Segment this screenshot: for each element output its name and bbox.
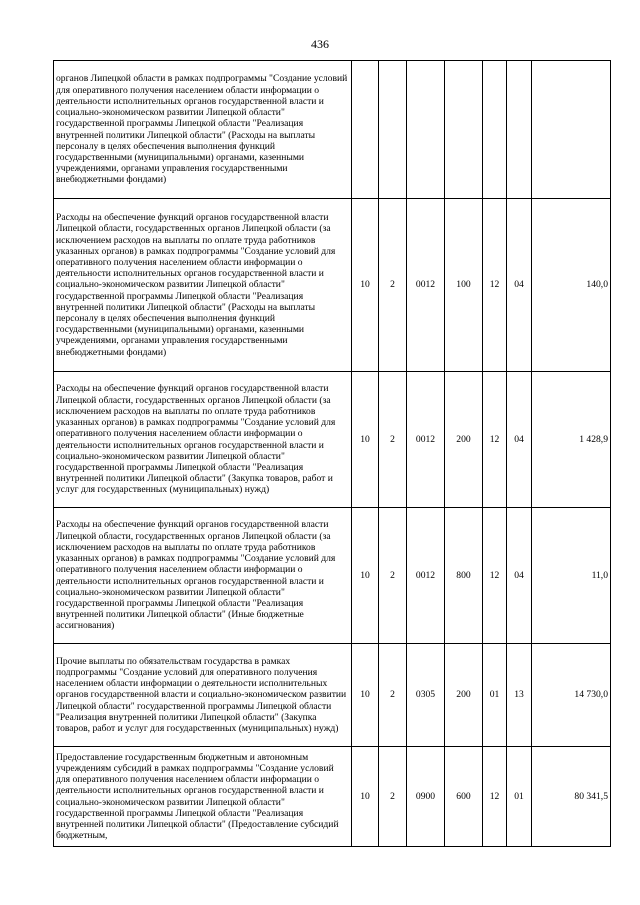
- row-code-1: [352, 61, 379, 199]
- row-code-6: [507, 61, 532, 199]
- row-description: органов Липецкой области в рамках подпрограммы "Создание условий для оперативного получения населением области информации о деятельности исполнительных органов государственной власти и социально-экономическом развитии Липецкой области" государственной программы Липецкой области "Реализация внутренней политики Липецкой области" (Расходы на выплаты персоналу в целях обеспечения выполнения функций государственными (муниципальными) органами, казенными учреждениями, органами управления государственными внебюджетными фондами): [54, 61, 352, 199]
- row-code-5: 12: [483, 372, 507, 508]
- row-code-3: 0012: [407, 199, 445, 372]
- row-code-5: 12: [483, 508, 507, 644]
- row-code-1: 10: [352, 747, 379, 847]
- row-description: Расходы на обеспечение функций органов государственной власти Липецкой области, государственных органов Липецкой области (за исключением расходов на выплаты по оплате труда работников указанных органов) в рамках подпрограммы "Создание условий для оперативного получения населением области информации о деятельности исполнительных органов государственной власти и социально-экономическом развитии Липецкой области" государственной программы Липецкой области "Реализация внутренней политики Липецкой области" (Расходы на выплаты персоналу в целях обеспечения выполнения функций государственными (муниципальными) органами, казенными учреждениями, органами управления государственными внебюджетными фондами): [54, 199, 352, 372]
- row-code-6: 01: [507, 747, 532, 847]
- row-description: Предоставление государственным бюджетным и автономным учреждениям субсидий в рамках подпрограммы "Создание условий для оперативного получения населением области информации о деятельности исполнительных органов государственной власти и социально-экономическом развитии Липецкой области" государственной программы Липецкой области "Реализация внутренней политики Липецкой области" (Предоставление субсидий бюджетным,: [54, 747, 352, 847]
- row-code-3: 0012: [407, 508, 445, 644]
- row-code-2: 2: [379, 372, 407, 508]
- row-code-1: 10: [352, 644, 379, 747]
- row-code-4: 800: [445, 508, 483, 644]
- row-code-1: 10: [352, 372, 379, 508]
- table-row: [54, 61, 611, 199]
- table-row: [54, 372, 611, 508]
- row-code-3: [407, 61, 445, 199]
- row-code-5: 12: [483, 199, 507, 372]
- row-code-5: 12: [483, 747, 507, 847]
- table-row: [54, 747, 611, 847]
- row-code-2: 2: [379, 644, 407, 747]
- row-code-6: 04: [507, 508, 532, 644]
- row-code-3: 0012: [407, 372, 445, 508]
- row-amount: 140,0: [532, 199, 611, 372]
- budget-table: [53, 60, 611, 847]
- table-row: [54, 644, 611, 747]
- row-code-3: 0900: [407, 747, 445, 847]
- row-code-2: 2: [379, 199, 407, 372]
- row-code-1: 10: [352, 508, 379, 644]
- row-code-6: 04: [507, 199, 532, 372]
- row-code-3: 0305: [407, 644, 445, 747]
- row-code-2: 2: [379, 508, 407, 644]
- row-code-6: 13: [507, 644, 532, 747]
- row-code-5: 01: [483, 644, 507, 747]
- row-code-4: 200: [445, 372, 483, 508]
- row-description: Расходы на обеспечение функций органов государственной власти Липецкой области, государственных органов Липецкой области (за исключением расходов на выплаты по оплате труда работников указанных органов) в рамках подпрограммы "Создание условий для оперативного получения населением области информации о деятельности исполнительных органов государственной власти и социально-экономическом развитии Липецкой области" государственной программы Липецкой области "Реализация внутренней политики Липецкой области" (Закупка товаров, работ и услуг для государственных (муниципальных) нужд): [54, 372, 352, 508]
- row-description: Прочие выплаты по обязательствам государства в рамках подпрограммы "Создание условий для оперативного получения населением области информации о деятельности исполнительных органов государственной власти и социально-экономическом развитии Липецкой области" государственной программы Липецкой области "Реализация внутренней политики Липецкой области" (Закупка товаров, работ и услуг для государственных (муниципальных) нужд): [54, 644, 352, 747]
- table-row: [54, 508, 611, 644]
- row-code-4: 100: [445, 199, 483, 372]
- row-amount: 80 341,5: [532, 747, 611, 847]
- row-code-4: [445, 61, 483, 199]
- row-code-4: 600: [445, 747, 483, 847]
- row-code-2: 2: [379, 747, 407, 847]
- row-code-6: 04: [507, 372, 532, 508]
- row-amount: 1 428,9: [532, 372, 611, 508]
- row-code-4: 200: [445, 644, 483, 747]
- row-amount: [532, 61, 611, 199]
- table-row: [54, 199, 611, 372]
- row-amount: 11,0: [532, 508, 611, 644]
- row-amount: 14 730,0: [532, 644, 611, 747]
- page-number: 436: [311, 37, 329, 51]
- row-description: Расходы на обеспечение функций органов государственной власти Липецкой области, государственных органов Липецкой области (за исключением расходов на выплаты по оплате труда работников указанных органов) в рамках подпрограммы "Создание условий для оперативного получения населением области информации о деятельности исполнительных органов государственной власти и социально-экономическом развитии Липецкой области" государственной программы Липецкой области "Реализация внутренней политики Липецкой области" (Иные бюджетные ассигнования): [54, 508, 352, 644]
- row-code-2: [379, 61, 407, 199]
- row-code-5: [483, 61, 507, 199]
- row-code-1: 10: [352, 199, 379, 372]
